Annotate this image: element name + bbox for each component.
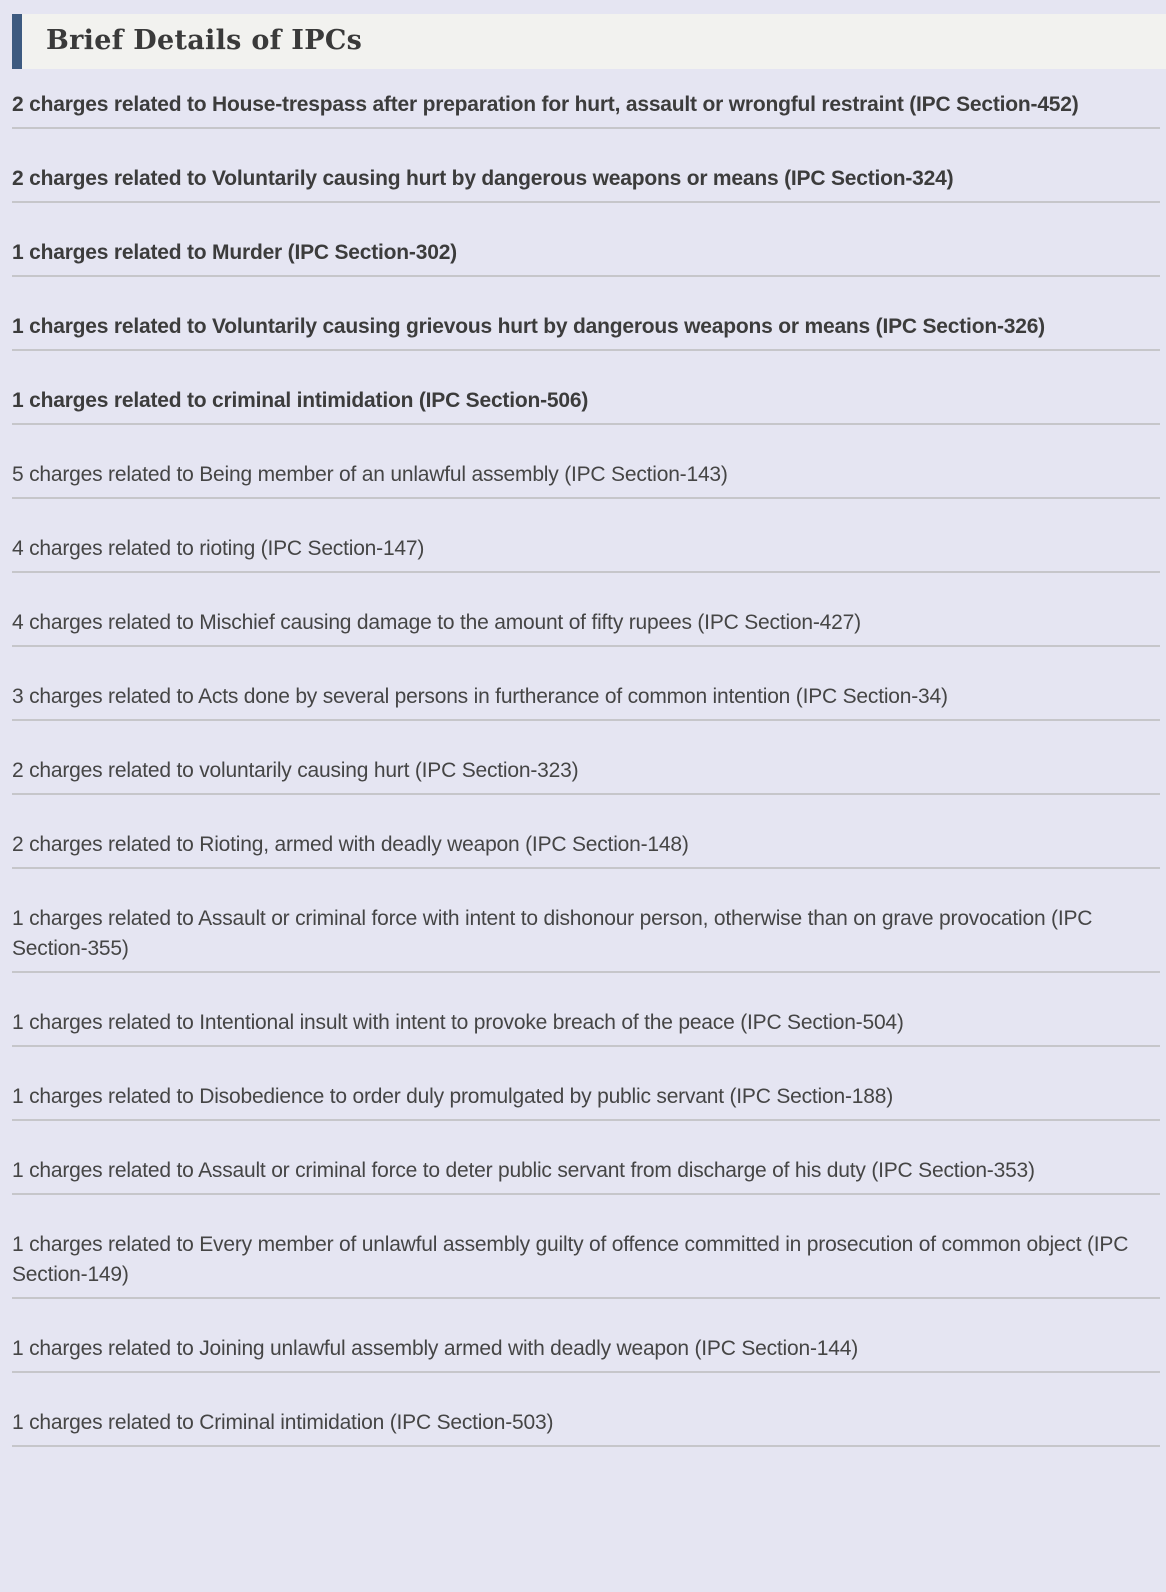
- charge-item: 1 charges related to Intentional insult with intent to provoke breach of the peace (IPC Section-504): [12, 1008, 1160, 1047]
- charge-item: 2 charges related to voluntarily causing hurt (IPC Section-323): [12, 756, 1160, 795]
- charge-item: 4 charges related to Mischief causing damage to the amount of fifty rupees (IPC Section-427): [12, 608, 1160, 647]
- charge-item: 1 charges related to Assault or criminal force to deter public servant from discharge of his duty (IPC Section-353): [12, 1156, 1160, 1195]
- charge-item: 4 charges related to rioting (IPC Section-147): [12, 534, 1160, 573]
- charge-item: 1 charges related to Assault or criminal force with intent to dishonour person, otherwise than on grave provocation (IPC Section-355): [12, 904, 1160, 973]
- charge-item: 1 charges related to Criminal intimidation (IPC Section-503): [12, 1408, 1160, 1447]
- charge-item: 2 charges related to Voluntarily causing hurt by dangerous weapons or means (IPC Section-324): [12, 164, 1160, 203]
- charge-item: 1 charges related to Disobedience to order duly promulgated by public servant (IPC Section-188): [12, 1082, 1160, 1121]
- charge-item: 1 charges related to Joining unlawful assembly armed with deadly weapon (IPC Section-144): [12, 1334, 1160, 1373]
- charge-item: 2 charges related to Rioting, armed with deadly weapon (IPC Section-148): [12, 830, 1160, 869]
- charge-list: [12, 90, 1160, 1447]
- page-title: Brief Details of IPCs: [46, 25, 363, 56]
- charge-item: 2 charges related to House-trespass after preparation for hurt, assault or wrongful restraint (IPC Section-452): [12, 90, 1160, 129]
- charge-item: 3 charges related to Acts done by several persons in furtherance of common intention (IPC Section-34): [12, 682, 1160, 721]
- charge-item: 1 charges related to criminal intimidation (IPC Section-506): [12, 386, 1160, 425]
- charge-item: 1 charges related to Voluntarily causing grievous hurt by dangerous weapons or means (IPC Section-326): [12, 312, 1160, 351]
- charge-item: 1 charges related to Murder (IPC Section-302): [12, 238, 1160, 277]
- section-header: [12, 14, 1166, 69]
- charge-item: 1 charges related to Every member of unlawful assembly guilty of offence committed in prosecution of common object (IPC Section-149): [12, 1230, 1160, 1299]
- charge-item: 5 charges related to Being member of an unlawful assembly (IPC Section-143): [12, 460, 1160, 499]
